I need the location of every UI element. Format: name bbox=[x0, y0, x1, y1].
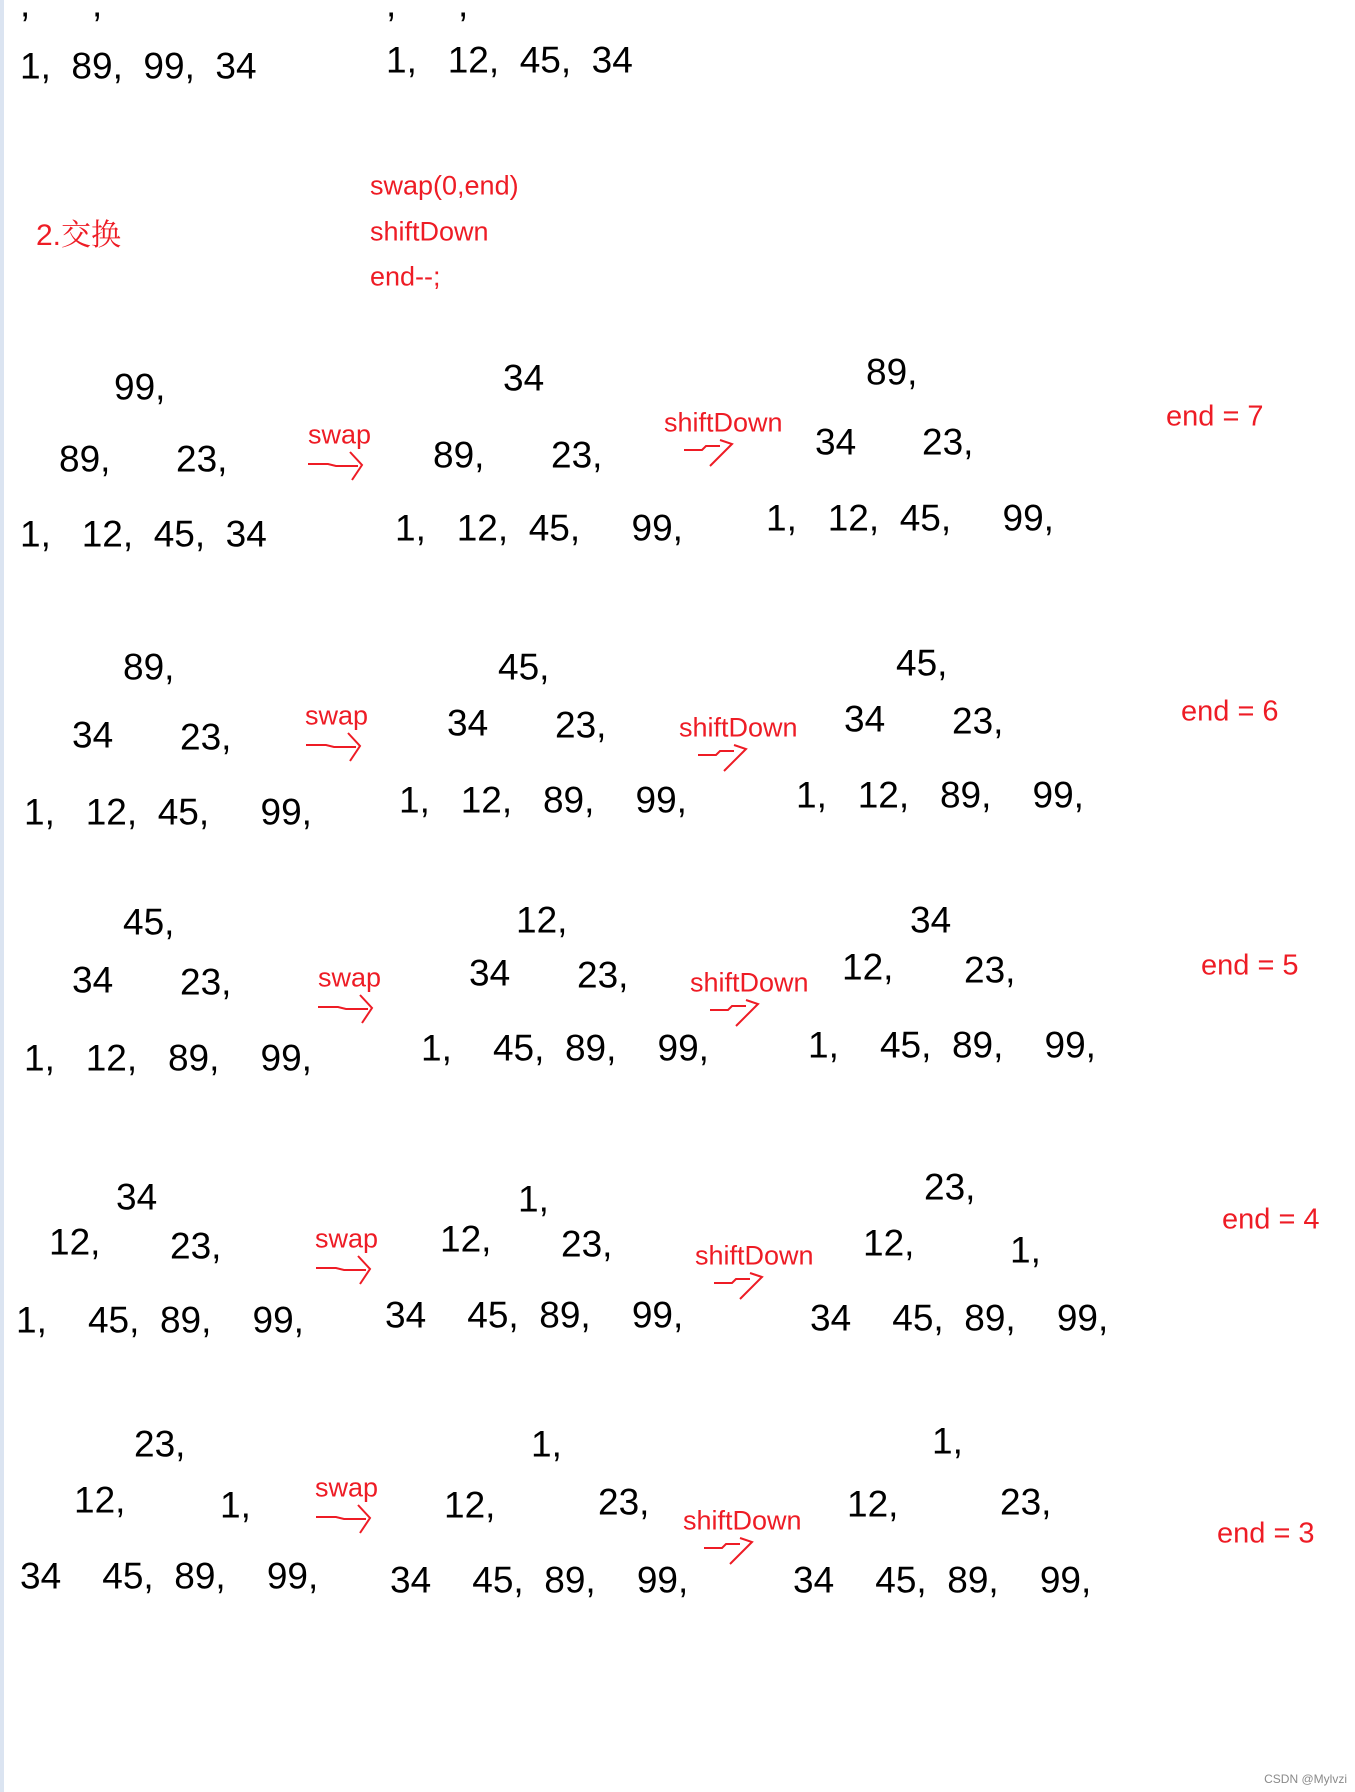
heap-mid-right: 23, bbox=[922, 421, 974, 463]
heap-top: 99, bbox=[114, 366, 166, 408]
heap-mid-left: 34 bbox=[844, 698, 886, 740]
shiftdown-arrow-icon bbox=[710, 1269, 780, 1305]
heap-mid-left: 12, bbox=[49, 1221, 101, 1263]
heap-top: 45, bbox=[123, 901, 175, 943]
heap-mid-left: 34 bbox=[815, 421, 857, 463]
heap-top: 45, bbox=[498, 646, 550, 688]
watermark: CSDN @Mylvzi bbox=[1264, 1772, 1347, 1786]
heap-mid-right: 23, bbox=[1000, 1481, 1052, 1523]
heap-mid-left: 34 bbox=[72, 714, 114, 756]
swap-arrow-icon bbox=[314, 1501, 374, 1537]
heap-mid-left: 89, bbox=[59, 438, 111, 480]
heap-mid-right: 23, bbox=[180, 961, 232, 1003]
heap-mid-right: 23, bbox=[551, 434, 603, 476]
shiftdown-arrow-icon bbox=[694, 741, 764, 777]
shiftdown-label: shiftDown bbox=[679, 712, 798, 743]
heap-mid-left: 12, bbox=[847, 1483, 899, 1525]
shiftdown-arrow-icon bbox=[680, 436, 750, 472]
heap-bottom: 34 45, 89, 99, bbox=[385, 1294, 684, 1336]
left-border bbox=[0, 0, 4, 1792]
heap-bottom: 1, 45, 89, 99, bbox=[16, 1299, 304, 1341]
heap-bottom: 1, 45, 89, 99, bbox=[808, 1024, 1096, 1066]
heap-top: 34 bbox=[503, 357, 545, 399]
heap-bottom: 34 45, 89, 99, bbox=[793, 1559, 1092, 1601]
heap-top: 23, bbox=[924, 1166, 976, 1208]
heap-bottom: 1, 12, 45, 34 bbox=[20, 513, 267, 555]
array-initial-left: 1, 89, 99, 34 bbox=[20, 45, 257, 87]
end-label: end = 6 bbox=[1181, 695, 1279, 728]
heap-mid-left: 12, bbox=[440, 1218, 492, 1260]
heap-bottom: 1, 12, 45, 99, bbox=[24, 791, 312, 833]
heap-mid-left: 12, bbox=[842, 946, 894, 988]
end-label: end = 5 bbox=[1201, 949, 1299, 982]
heap-top: 1, bbox=[518, 1178, 549, 1220]
heap-mid-right: 23, bbox=[577, 954, 629, 996]
heap-bottom: 1, 12, 45, 99, bbox=[766, 497, 1054, 539]
heap-bottom: 1, 12, 45, 99, bbox=[395, 507, 683, 549]
heap-mid-left: 12, bbox=[444, 1484, 496, 1526]
heap-top: 45, bbox=[896, 642, 948, 684]
heap-mid-right: 23, bbox=[555, 704, 607, 746]
heap-mid-left: 89, bbox=[433, 434, 485, 476]
heap-mid-right: 23, bbox=[170, 1225, 222, 1267]
partial-top-row-left: , , bbox=[20, 0, 103, 25]
heap-bottom: 1, 12, 89, 99, bbox=[796, 774, 1084, 816]
heap-mid-right: 1, bbox=[220, 1484, 251, 1526]
heap-mid-right: 23, bbox=[176, 438, 228, 480]
heap-mid-right: 23, bbox=[964, 949, 1016, 991]
heap-mid-right: 1, bbox=[1010, 1229, 1041, 1271]
heap-bottom: 34 45, 89, 99, bbox=[20, 1555, 319, 1597]
heap-bottom: 1, 12, 89, 99, bbox=[399, 779, 687, 821]
end-label: end = 3 bbox=[1217, 1517, 1315, 1550]
heap-bottom: 34 45, 89, 99, bbox=[810, 1297, 1109, 1339]
heap-mid-right: 23, bbox=[180, 716, 232, 758]
end-label: end = 4 bbox=[1222, 1203, 1320, 1236]
shiftdown-arrow-icon bbox=[700, 1534, 770, 1570]
section-title: 2.交换 bbox=[36, 219, 122, 252]
swap-label: swap bbox=[315, 1223, 379, 1254]
shiftdown-label: shiftDown bbox=[664, 407, 783, 438]
heap-top: 1, bbox=[531, 1423, 562, 1465]
shiftdown-label: shiftDown bbox=[690, 967, 809, 998]
heap-top: 89, bbox=[866, 351, 918, 393]
shiftdown-arrow-icon bbox=[706, 996, 776, 1032]
heap-top: 34 bbox=[116, 1176, 158, 1218]
heap-mid-left: 12, bbox=[74, 1479, 126, 1521]
step-end-decrement: end--; bbox=[370, 261, 441, 292]
heap-mid-right: 23, bbox=[598, 1481, 650, 1523]
heap-top: 12, bbox=[516, 899, 568, 941]
heap-bottom: 34 45, 89, 99, bbox=[390, 1559, 689, 1601]
heap-mid-right: 23, bbox=[952, 700, 1004, 742]
shiftdown-label: shiftDown bbox=[683, 1505, 802, 1536]
heap-mid-left: 34 bbox=[72, 959, 114, 1001]
swap-arrow-icon bbox=[304, 729, 364, 765]
heap-bottom: 1, 45, 89, 99, bbox=[421, 1027, 709, 1069]
partial-top-row-right: , , bbox=[386, 0, 469, 25]
shiftdown-label: shiftDown bbox=[695, 1240, 814, 1271]
heap-top: 23, bbox=[134, 1423, 186, 1465]
heap-mid-right: 23, bbox=[561, 1223, 613, 1265]
swap-label: swap bbox=[308, 419, 372, 450]
swap-arrow-icon bbox=[306, 448, 366, 484]
heap-top: 1, bbox=[932, 1420, 963, 1462]
swap-label: swap bbox=[315, 1472, 379, 1503]
swap-arrow-icon bbox=[314, 1252, 374, 1288]
heap-bottom: 1, 12, 89, 99, bbox=[24, 1037, 312, 1079]
array-initial-right: 1, 12, 45, 34 bbox=[386, 39, 633, 81]
step-swap: swap(0,end) bbox=[370, 170, 519, 201]
swap-arrow-icon bbox=[316, 991, 376, 1027]
step-shiftdown: shiftDown bbox=[370, 216, 489, 247]
heap-mid-left: 12, bbox=[863, 1222, 915, 1264]
heap-mid-left: 34 bbox=[469, 952, 511, 994]
swap-label: swap bbox=[305, 700, 369, 731]
heap-top: 89, bbox=[123, 646, 175, 688]
end-label: end = 7 bbox=[1166, 400, 1264, 433]
swap-label: swap bbox=[318, 962, 382, 993]
heap-top: 34 bbox=[910, 899, 952, 941]
heap-mid-left: 34 bbox=[447, 702, 489, 744]
